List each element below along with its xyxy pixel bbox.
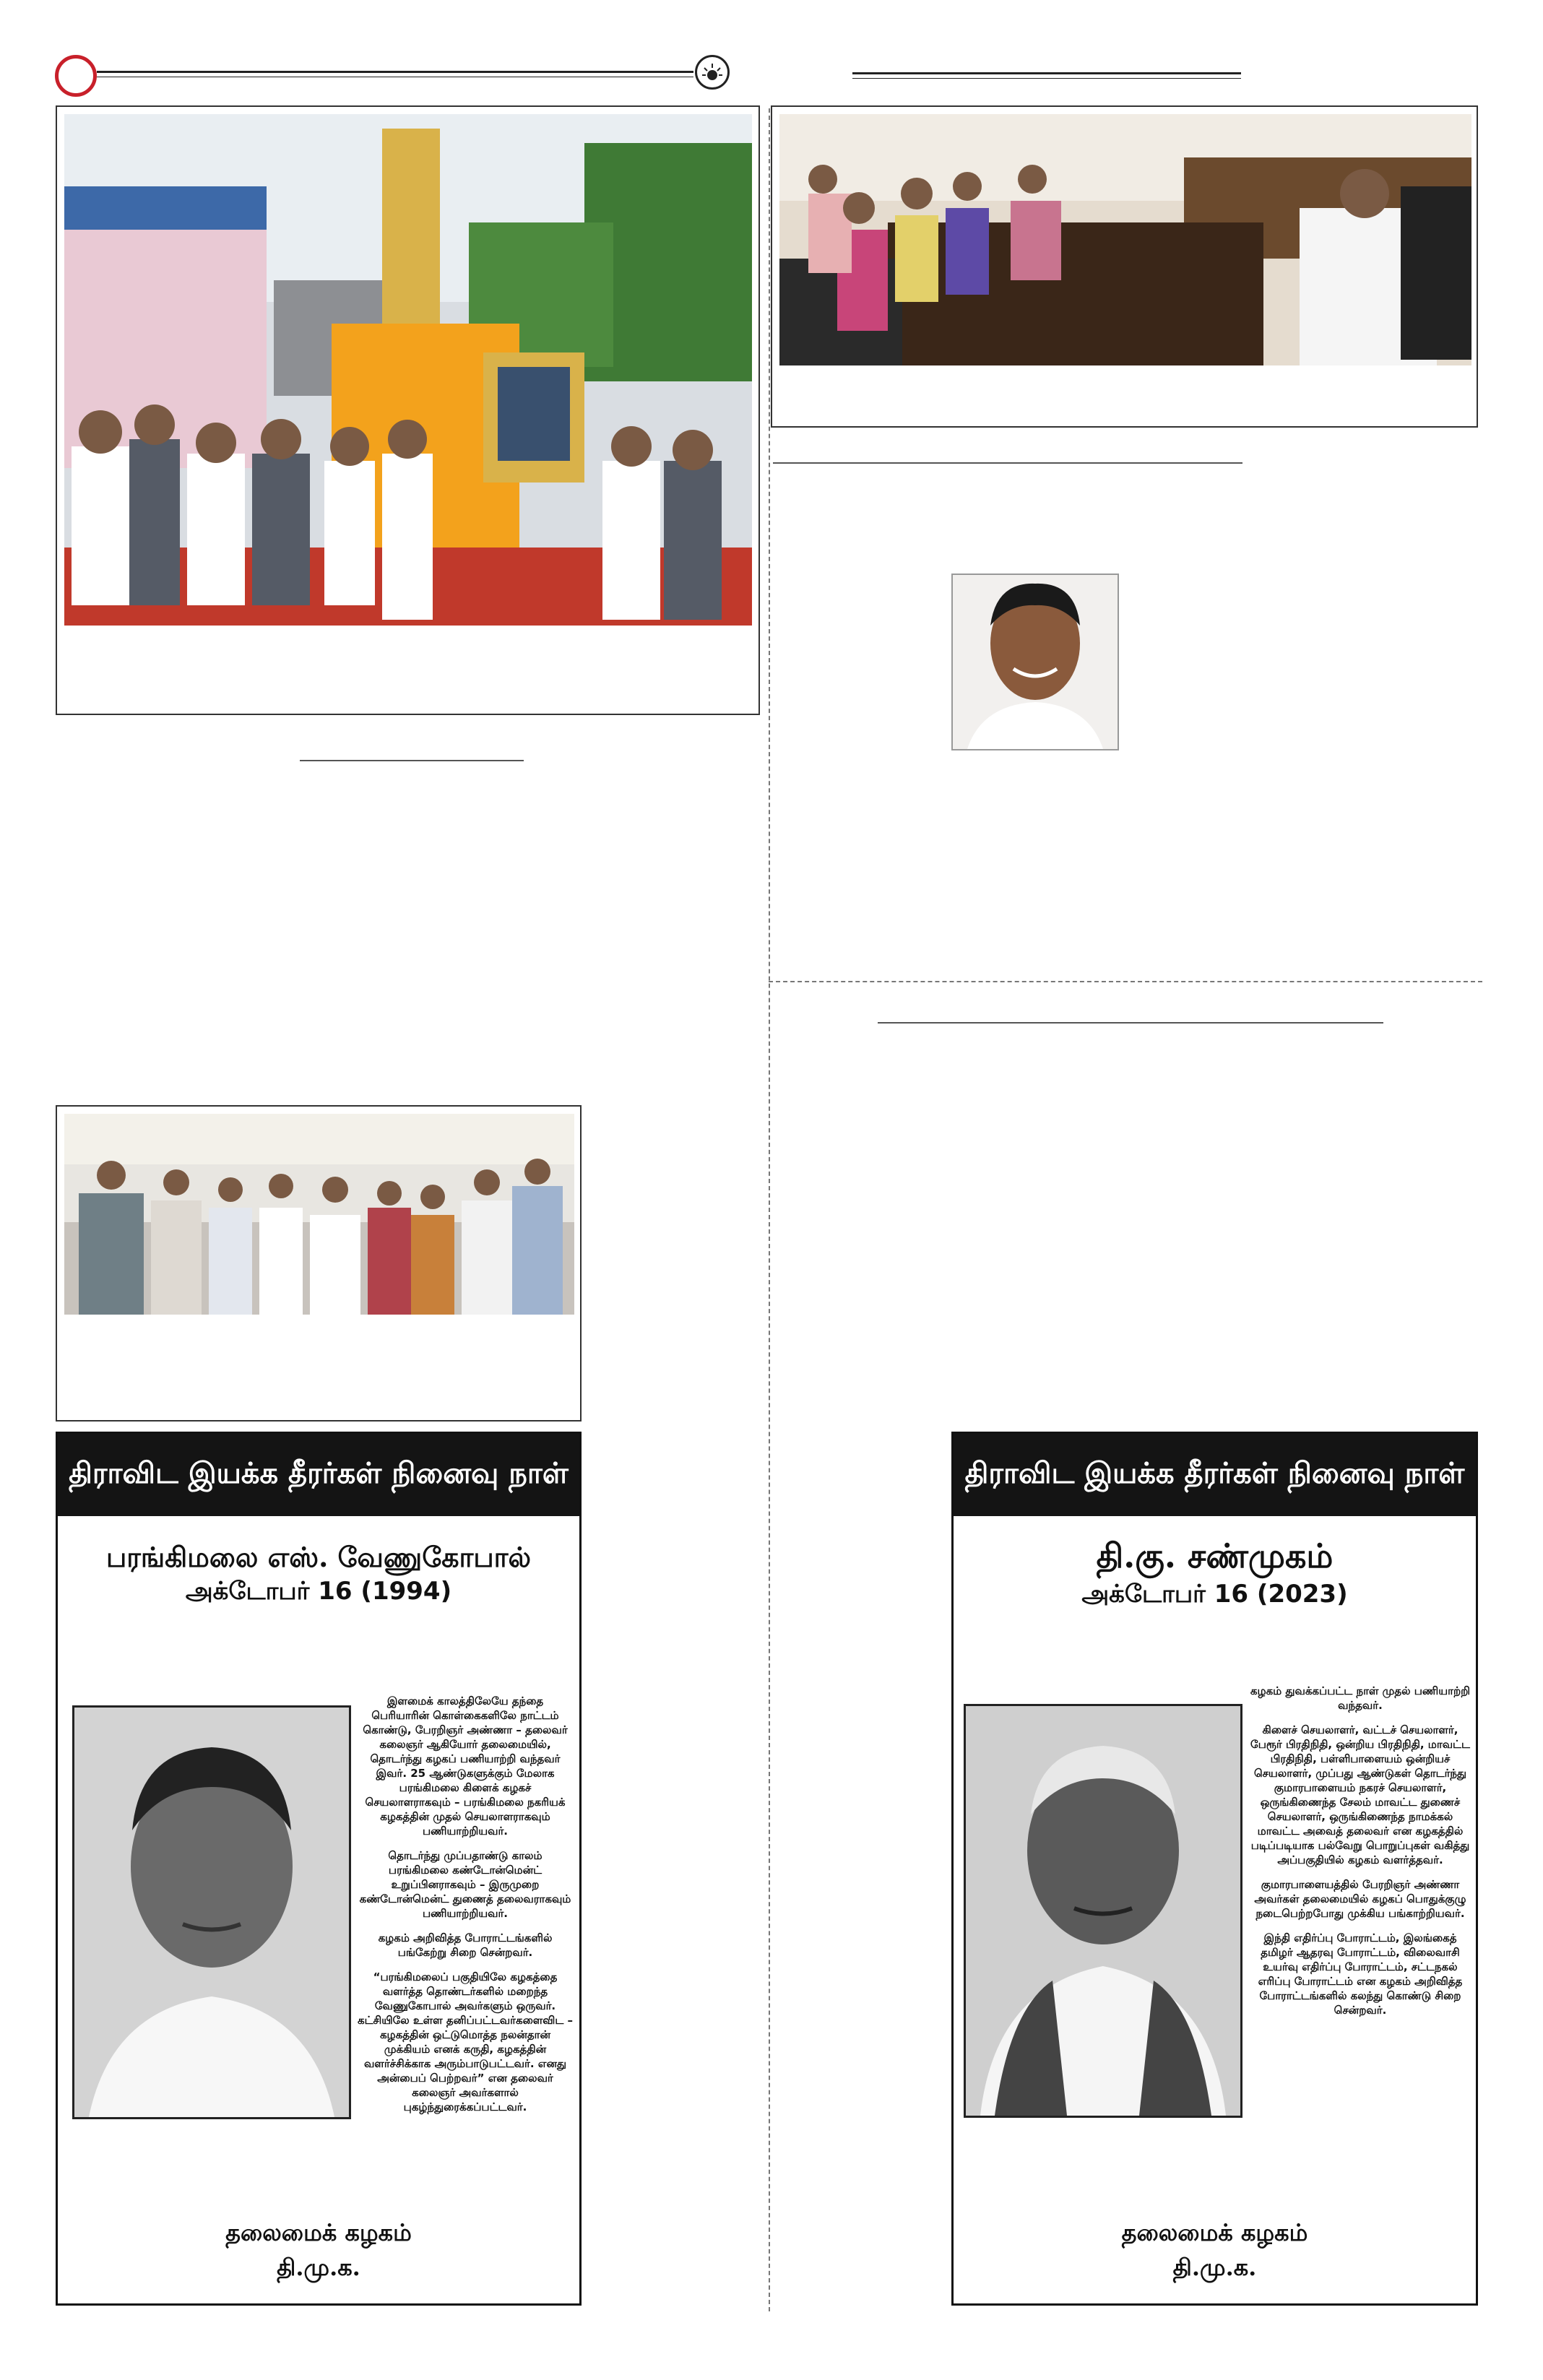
masthead-rule	[97, 71, 693, 73]
memorial-portrait	[964, 1704, 1242, 2118]
memorial-name: தி.கு. சண்முகம்	[1096, 1536, 1334, 1575]
column-divider	[769, 108, 770, 2311]
bio-paragraph: இளமைக் காலத்திலேயே தந்தை பெரியாரின் கொள்கைகளிலே நாட்டம் கொண்டு, பேரறிஞர் அண்ணா – தலைவர் கலைஞர் ஆகியோர் தலைமையில், தொடர்ந்து கழகப் பணியாற்றி வந்தவர் இவர். 25 ஆண்டுகளுக்கும் மேலாக பரங்கிமலை கிளைக் கழகச் செயலாளராகவும் – பரங்கிமலை நகரியக் கழகத்தின் முதல் செயலாளராகவும் பணியாற்றியவர்.	[363, 1695, 568, 1838]
memorial-left	[56, 1432, 582, 2306]
memorial-banner: திராவிட இயக்க தீரர்கள் நினைவு நாள்	[58, 1434, 579, 1516]
photo-frame-meeting	[771, 105, 1478, 428]
memorial-date: அக்டோபர் 16 (2023)	[1081, 1580, 1348, 1609]
bio-paragraph: கழகம் அறிவித்த போராட்டங்களில் பங்கேற்று சிறை சென்றவர்.	[378, 1931, 553, 1959]
memorial-portrait	[72, 1705, 351, 2119]
group-photo	[64, 1114, 574, 1315]
photo-frame-statue	[56, 105, 760, 715]
bio-paragraph: “பரங்கிமலைப் பகுதியிலே கழகத்தை வளர்த்த தொண்டர்களில் மறைந்த வேணுகோபால் அவர்களும் ஒருவர். கட்சியிலே உள்ள தனிப்பட்டவர்களைவிட – கழகத்தின் ஒட்டுமொத்த நலன்தான் முக்கியம் எனக் கருதி, கழகத்தின் வளர்ச்சிக்காக அரும்பாடுபட்டவர். எனது அன்பைப் பெற்றவர்” என தலைவர் கலைஞர் அவர்களால் புகழ்ந்துரைக்கப்பட்டவர்.	[357, 1970, 574, 2113]
masthead-rule-right	[852, 72, 1241, 74]
section-rule-right	[878, 1022, 1383, 1024]
bio-paragraph: தொடர்ந்து முப்பதாண்டு காலம் பரங்கிமலை கண்டோன்மென்ட் உறுப்பினராகவும் – இருமுறை கண்டோன்மென்ட் துணைத் தலைவராகவும் பணியாற்றியவர்.	[359, 1849, 571, 1920]
section-rule-left	[300, 760, 524, 761]
bio-paragraph: கழகம் துவக்கப்பட்ட நாள் முதல் பணியாற்றி வந்தவர்.	[1250, 1684, 1471, 1712]
meeting-photo	[779, 114, 1471, 365]
section-divider	[769, 981, 1482, 982]
section-rule	[773, 462, 1242, 464]
memorial-banner: திராவிட இயக்க தீரர்கள் நினைவு நாள்	[954, 1434, 1476, 1516]
memorial-footer-org: தலைமைக் கழகம்	[225, 2219, 412, 2246]
masthead-badge	[55, 55, 97, 97]
memorial-date: அக்டோபர் 16 (1994)	[185, 1577, 452, 1606]
memorial-bio	[357, 1694, 574, 2124]
memorial-footer-party: தி.மு.க.	[1172, 2254, 1257, 2281]
bio-paragraph: இந்தி எதிர்ப்பு போராட்டம், இலங்கைத் தமிழர் ஆதரவு போராட்டம், விலைவாசி உயர்வு எதிர்ப்பு போராட்டம், சட்டநகல் எரிப்பு போராட்டம் என கழகம் அறிவித்த போராட்டங்களில் கலந்து கொண்டு சிறை சென்றவர்.	[1258, 1931, 1463, 2017]
photo-frame-group	[56, 1105, 582, 1421]
statue-tribute-photo	[64, 114, 752, 626]
bio-paragraph: குமாரபாளையத்தில் பேரறிஞர் அண்ணா அவர்கள் தலைமையில் கழகப் பொதுக்குழு நடைபெற்றபோது முக்கிய பங்காற்றியவர்.	[1254, 1878, 1466, 1920]
memorial-footer-org: தலைமைக் கழகம்	[1121, 2219, 1308, 2246]
rising-sun-icon	[695, 55, 730, 90]
masthead-rule-right-thin	[852, 78, 1241, 79]
memorial-footer-party: தி.மு.க.	[277, 2254, 360, 2281]
memorial-bio	[1250, 1684, 1471, 2028]
memorial-right	[951, 1432, 1478, 2306]
headshot-photo	[951, 574, 1119, 750]
memorial-name: பரங்கிமலை எஸ். வேணுகோபால்	[105, 1541, 532, 1573]
bio-paragraph: கிளைச் செயலாளர், வட்டச் செயலாளர், பேரூர் பிரதிநிதி, ஒன்றிய பிரதிநிதி, மாவட்ட பிரதிநிதி, பள்ளிபாளையம் ஒன்றியச் செயலாளர், முப்பது ஆண்டுகள் தொடர்ந்து குமாரபாளையம் நகரச் செயலாளர், ஒருங்கிணைந்த சேலம் மாவட்ட துணைச் செயலாளர், ஒருங்கிணைந்த நாமக்கல் மாவட்ட அவைத் தலைவர் என கழகத்தில் படிப்படியாக பல்வேறு பொறுப்புகள் வகித்து அப்பகுதியில் கழகம் வளர்த்தவர்.	[1250, 1723, 1470, 1866]
